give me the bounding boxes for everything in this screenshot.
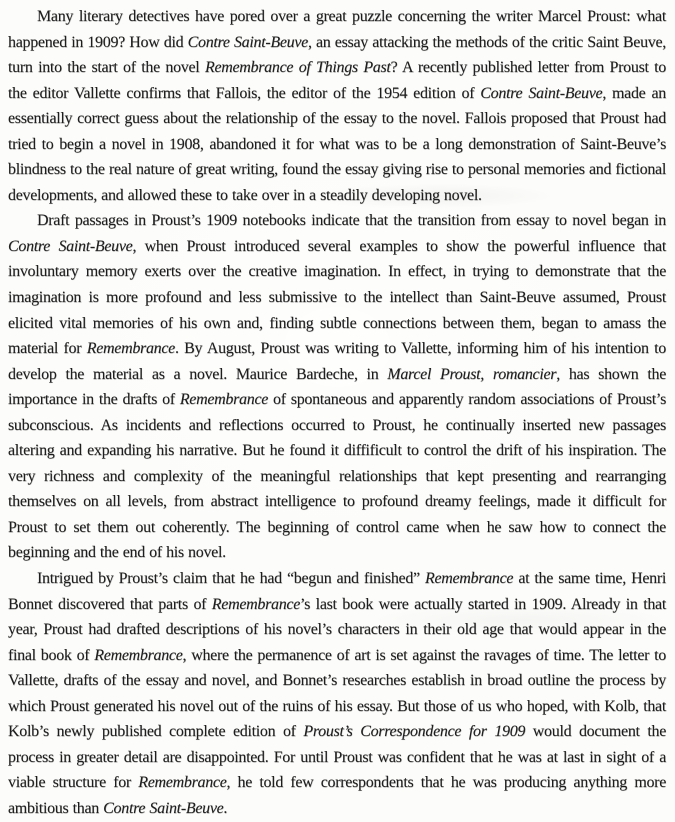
text-segment-italic: Contre Saint-Beuve <box>103 799 224 817</box>
text-segment: , when Proust introduced several examples to show the powerful influence that involuntary memory exerts over the creative imagination. In effect, in trying to demonstrate that the imagination is more profound and less submissive to the intellect than Saint-Beuve assumed, Proust elicited vital memories of his own and, finding subtle connections between them, began to amass the material for <box>8 237 666 358</box>
text-segment-italic: Remembrance <box>86 340 175 358</box>
text-segment: , where the permanence of art is set against the ravages of time. The letter to Vallette, drafts of the essay and novel, and Bonnet’s researches establish in broad outline the process by which Proust generated his novel out of the ruins of his essay. But those of us who hoped, with Kolb, that Kolb’s newly published complete edition of <box>8 646 666 741</box>
text-segment-italic: Remembrance <box>138 774 227 792</box>
text-segment: , made an essentially correct guess about the relationship of the essay to the novel. Fallois proposed that Proust had tried to begin a novel in 1908, abandoned it for what was to be a long demonstration of Saint-Beuve’s blindness to the real nature of great writing, found the essay giving rise to personal memories and fictional developments, and allowed these to take over in a steadily developing novel. <box>8 84 666 204</box>
text-segment: of spontaneous and apparently random associations of Proust’s subconscious. As incidents and reflections occurred to Proust, he continually inserted new passages altering and expanding his narrative. But he found it diffificult to control the drift of his inspiration. The very richness and complexity of the meaningful relationships that kept presenting and rearranging themselves on all levels, from abstract intelligence to profound dreamy feelings, made it difficult for Proust to set them out coherently. The beginning of control came when he saw how to connect the beginning and the end of his novel. <box>8 391 666 562</box>
text-segment-italic: Remembrance <box>94 646 183 664</box>
text-segment: ? A recently published letter from Proust to the editor Vallette confirms that Fallois, the editor of the 1954 edition of <box>8 59 666 102</box>
text-segment: Many literary detectives have pored over a great puzzle concerning the writer Marcel Proust: what happened in 1909? How did <box>8 8 666 51</box>
text-segment-italic: Contre Saint-Beuve <box>480 84 603 102</box>
text-segment-italic: Remembrance <box>179 391 269 409</box>
text-segment-italic: Remembrance of Things Past <box>204 59 391 77</box>
text-segment-italic: Proust’s Correspondence for 1909 <box>303 723 526 741</box>
text-segment-italic: Marcel Proust, romancier <box>387 365 557 383</box>
text-segment-italic: Remembrance <box>424 570 514 588</box>
paragraph <box>8 208 666 566</box>
paragraph <box>8 4 666 208</box>
paragraph <box>8 566 666 821</box>
text-segment: Draft passages in Proust’s 1909 notebooks indicate that the transition from essay to novel began in <box>37 212 666 230</box>
text-segment: . <box>223 799 228 817</box>
text-segment: , an essay attacking the methods of the critic Saint Beuve, turn into the start of the novel <box>8 33 666 77</box>
passage-text <box>8 4 666 822</box>
text-segment: ’s last book were actually started in 1909. Already in that year, Proust had drafted descriptions of his novel’s characters in their old age that would appear in the final book of <box>8 595 666 664</box>
text-segment: , has shown the importance in the drafts of <box>8 365 666 409</box>
text-segment-italic: Contre Saint-Beuve <box>8 237 133 255</box>
text-segment: would document the process in greater detail are disappointed. For until Proust was confident that he was at last in sight of a viable structure for <box>8 723 666 792</box>
text-segment-italic: Contre Saint-Beuve <box>187 33 308 51</box>
text-segment: . By August, Proust was writing to Vallette, informing him of his intention to develop the material as a novel. Maurice Bardeche, in <box>8 340 667 383</box>
text-segment-italic: Remembrance <box>211 595 301 613</box>
text-segment: Intrigued by Proust’s claim that he had “begun and finished” <box>37 570 425 588</box>
text-segment: at the same time, Henri Bonnet discovered that parts of <box>8 570 667 613</box>
text-segment: , he told few correspondents that he was producing anything more ambitious than <box>8 774 666 817</box>
